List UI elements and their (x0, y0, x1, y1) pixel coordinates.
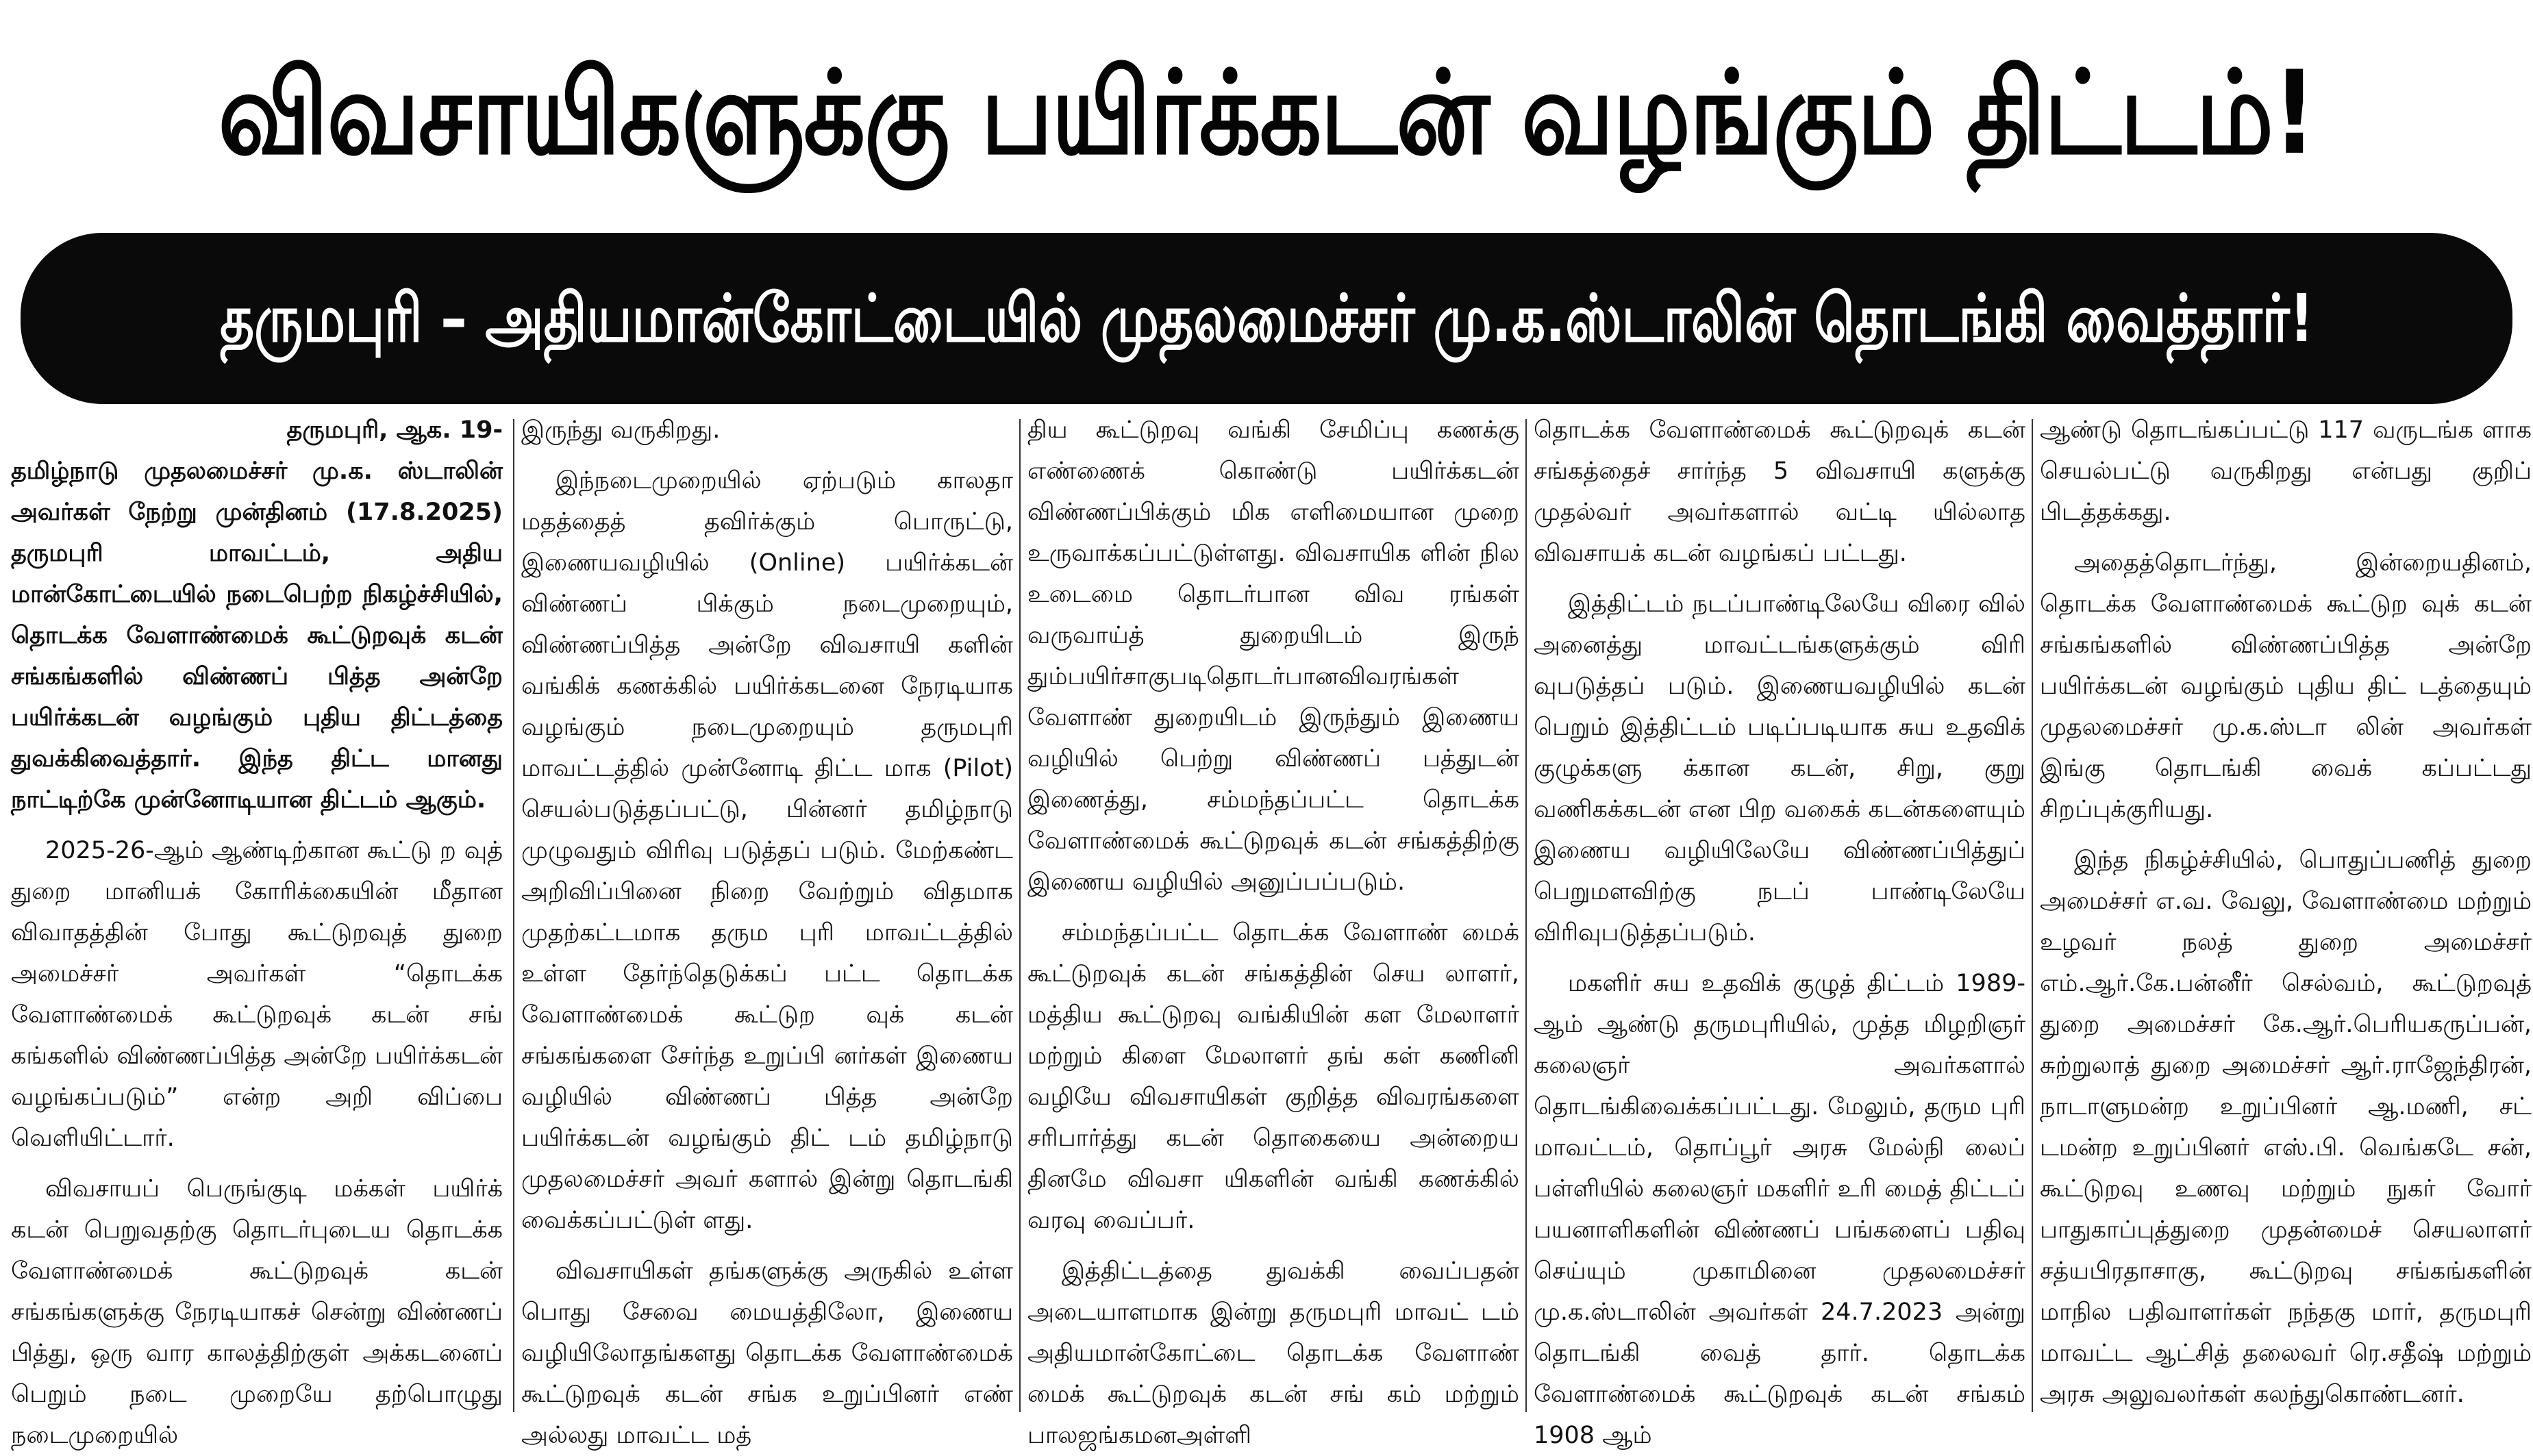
subheadline: தருமபுரி – அதியமான்கோட்டையில் முதலமைச்சர் மு.க.ஸ்டாலின் தொடங்கி வைத்தார்! (219, 280, 2314, 357)
article-paragraph: மகளிர் சுய உதவிக் குழுத் திட்டம் 1989-ஆம் ஆண்டு தருமபுரியில், முத்த மிழறிஞர் கலைஞர் அவர்களால் தொடங்கிவைக்கப்பட்டது. மேலும், தரும புரி மாவட்டம், தொப்பூர் அரசு மேல்நி லைப் பள்ளியில் கலைஞர் மகளிர் உரி மைத் திட்டப் பயனாளிகளின் விண்ணப் பங்களைப் பதிவு செய்யும் முகாமினை முதலமைச்சர் மு.க.ஸ்டாலின் அவர்கள் 24.7.2023 அன்று தொடங்கி வைத் தார். தொடக்க வேளாண்மைக் கூட்டுறவுக் கடன் சங்கம் 1908 ஆம் (1534, 970, 2025, 1449)
article-paragraph: 2025-26-ஆம் ஆண்டிற்கான கூட்டு ற வுத் துறை மானியக் கோரிக்கையின் மீதான விவாதத்தின் போது கூட்டுறவுத் துறை அமைச்சர் அவர்கள் “தொடக்க வேளாண்மைக் கூட்டுறவுக் கடன் சங் கங்களில் விண்ணப்பித்த அன்றே பயிர்க்கடன் வழங்கப்படும்” என்ற அறி விப்பை வெளியிட்டார். (11, 837, 503, 1152)
article-paragraph: விவசாயிகள் தங்களுக்கு அருகில் உள்ள பொது சேவை மையத்திலோ, இணைய வழியிலோதங்களது தொடக்க வேளாண்மைக் கூட்டுறவுக் கடன் சங்க உறுப்பினர் எண் அல்லது மாவட்ட மத் (521, 1257, 1013, 1449)
article-paragraph: இந்நடைமுறையில் ஏற்படும் காலதா மதத்தைத் தவிர்க்கும் பொருட்டு, இணையவழியில் (Online) பயிர்க்கடன் விண்ணப் பிக்கும் நடைமுறையும், விண்ணப்பித்த அன்றே விவசாயி களின் வங்கிக் கணக்கில் பயிர்க்கடனை நேரடியாக வழங்கும் நடைமுறையும் தருமபுரி மாவட்டத்தில் முன்னோடி திட்ட மாக (Pilot) செயல்படுத்தப்பட்டு, பின்னர் தமிழ்நாடு முழுவதும் விரிவு படுத்தப் படும். மேற்கண்ட அறிவிப்பினை நிறை வேற்றும் விதமாக முதற்கட்டமாக தரும புரி மாவட்டத்தில் உள்ள தேர்ந்தெடுக்கப் பட்ட தொடக்க வேளாண்மைக் கூட்டுற வுக் கடன் சங்கங்களை சேர்ந்த உறுப்பி னர்கள் இணைய வழியில் விண்ணப் பித்த அன்றே பயிர்க்கடன் வழங்கும் திட் டம் தமிழ்நாடு முதலமைச்சர் அவர் களால் இன்று தொடங்கி வைக்கப்பட்டுள் ளது. (521, 467, 1013, 1234)
article-paragraph: விவசாயப் பெருங்குடி மக்கள் பயிர்க் கடன் பெறுவதற்கு தொடர்புடைய தொடக்க வேளாண்மைக் கூட்டுறவுக் கடன் சங்கங்களுக்கு நேரடியாகச் சென்று விண்ணப் பித்து, ஒரு வார காலத்திற்குள் அக்கடனைப் பெறும் நடை முறையே தற்பொழுது நடைமுறையில் (11, 1175, 503, 1449)
dateline: தருமபுரி, ஆக. 19- (286, 416, 503, 444)
article-paragraph: இருந்து வருகிறது. (521, 416, 721, 444)
article-column-3 (1027, 410, 1519, 1449)
article-paragraph: சம்மந்தப்பட்ட தொடக்க வேளாண் மைக் கூட்டுறவுக் கடன் சங்கத்தின் செய லாளர், மத்திய கூட்டுறவு வங்கியின் கள மேலாளர் மற்றும் கிளை மேலாளர் தங் கள் கணினி வழியே விவசாயிகள் குறித்த விவரங்களை சரிபார்த்து கடன் தொகையை அன்றைய தினமே விவசா யிகளின் வங்கி கணக்கில் வரவு வைப்பர். (1027, 919, 1519, 1234)
headline-area (0, 0, 2533, 226)
article-column-5 (2040, 410, 2532, 1416)
article-paragraph (11, 410, 503, 820)
article-paragraph: ஆண்டு தொடங்கப்பட்டு 117 வருடங்க ளாக செயல்பட்டு வருகிறது என்பது குறிப் பிடத்தக்கது. (2040, 416, 2532, 526)
article-paragraph: அதைத்தொடர்ந்து, இன்றையதினம், தொடக்க வேளாண்மைக் கூட்டுற வுக் கடன் சங்கங்களில் விண்ணப்பித்த அன்றே பயிர்க்கடன் வழங்கும் புதிய திட் டத்தையும் முதலமைச்சர் மு.க.ஸ்டா லின் அவர்கள் இங்கு தொடங்கி வைக் கப்பட்டது சிறப்புக்குரியது. (2040, 549, 2532, 823)
lead-text: தமிழ்நாடு முதலமைச்சர் மு.க. ஸ்டாலின் அவர்கள் நேற்று முன்தினம் (17.8.2025) தருமபுரி மாவட்டம், அதிய மான்கோட்டையில் நடைபெற்ற நிகழ்ச்சியில், தொடக்க வேளாண்மைக் கூட்டுறவுக் கடன் சங்கங்களில் விண்ணப் பித்த அன்றே பயிர்க்கடன் வழங்கும் புதிய திட்டத்தை துவக்கிவைத்தார். இந்த திட்ட மானது நாட்டிற்கே முன்னோடியான திட்டம் ஆகும். (11, 457, 503, 814)
article-column-1 (11, 410, 503, 1449)
article-paragraph: இந்த நிகழ்ச்சியில், பொதுப்பணித் துறை அமைச்சர் எ.வ. வேலு, வேளாண்மை மற்றும் உழவர் நலத் துறை அமைச்சர் எம்.ஆர்.கே.பன்னீர் செல்வம், கூட்டுறவுத் துறை அமைச்சர் கே.ஆர்.பெரியகருப்பன், சுற்றுலாத் துறை அமைச்சர் ஆர்.ராஜேந்திரன், நாடாளுமன்ற உறுப்பினர் ஆ.மணி, சட் டமன்ற உறுப்பினர் எஸ்.பி. வெங்கடே சன், கூட்டுறவு உணவு மற்றும் நுகர் வோர் பாதுகாப்புத்துறை முதன்மைச் செயலாளர் சத்யபிரதாசாகு, கூட்டுறவு சங்கங்களின் மாநில பதிவாளர்கள் நந்தகு மார், தருமபுரி மாவட்ட ஆட்சித் தலைவர் ரெ.சதீஷ் மற்றும் அரசு அலுவலர்கள் கலந்துகொண்டனர். (2040, 846, 2532, 1408)
article-paragraph: திய கூட்டுறவு வங்கி சேமிப்பு கணக்கு எண்ணைக் கொண்டு பயிர்க்கடன் விண்ணப்பிக்கும் மிக எளிமையான முறை உருவாக்கப்பட்டுள்ளது. விவசாயிக ளின் நில உடைமை தொடர்பான விவ ரங்கள் வருவாய்த் துறையிடம் இருந் தும்பயிர்சாகுபடிதொடர்பானவிவரங்கள் வேளாண் துறையிடம் இருந்தும் இணைய வழியில் பெற்று விண்ணப் பத்துடன் இணைத்து, சம்மந்தப்பட்ட தொடக்க வேளாண்மைக் கூட்டுறவுக் கடன் சங்கத்திற்கு இணைய வழியில் அனுப்பப்படும். (1027, 416, 1519, 896)
article-paragraph: இத்திட்டத்தை துவக்கி வைப்பதன் அடையாளமாக இன்று தருமபுரி மாவட் டம் அதியமான்கோட்டை தொடக்க வேளாண் மைக் கூட்டுறவுக் கடன் சங் கம் மற்றும் பாலஜங்கமனஅள்ளி (1027, 1257, 1519, 1449)
article-column-2 (521, 410, 1013, 1449)
article-body (0, 410, 2533, 1449)
subheadline-banner (21, 233, 2512, 404)
article-paragraph: இத்திட்டம் நடப்பாண்டிலேயே விரை வில் அனைத்து மாவட்டங்களுக்கும் விரி வுபடுத்தப் படும். இணையவழியில் கடன் பெறும் இத்திட்டம் படிப்படியாக சுய உதவிக் குழுக்களு க்கான கடன், சிறு, குறு வணிகக்கடன் என பிற வகைக் கடன்களையும் இணைய வழியிலேயே விண்ணப்பித்துப் பெறுமளவிற்கு நடப் பாண்டிலேயே விரிவுபடுத்தப்படும். (1534, 590, 2025, 946)
article-column-4 (1534, 410, 2025, 1449)
article-paragraph: தொடக்க வேளாண்மைக் கூட்டுறவுக் கடன் சங்கத்தைச் சார்ந்த 5 விவசாயி களுக்கு முதல்வர் அவர்களால் வட்டி யில்லாத விவசாயக் கடன் வழங்கப் பட்டது. (1534, 416, 2025, 567)
headline: விவசாயிகளுக்கு பயிர்க்கடன் வழங்கும் திட்டம்! (218, 46, 2315, 180)
